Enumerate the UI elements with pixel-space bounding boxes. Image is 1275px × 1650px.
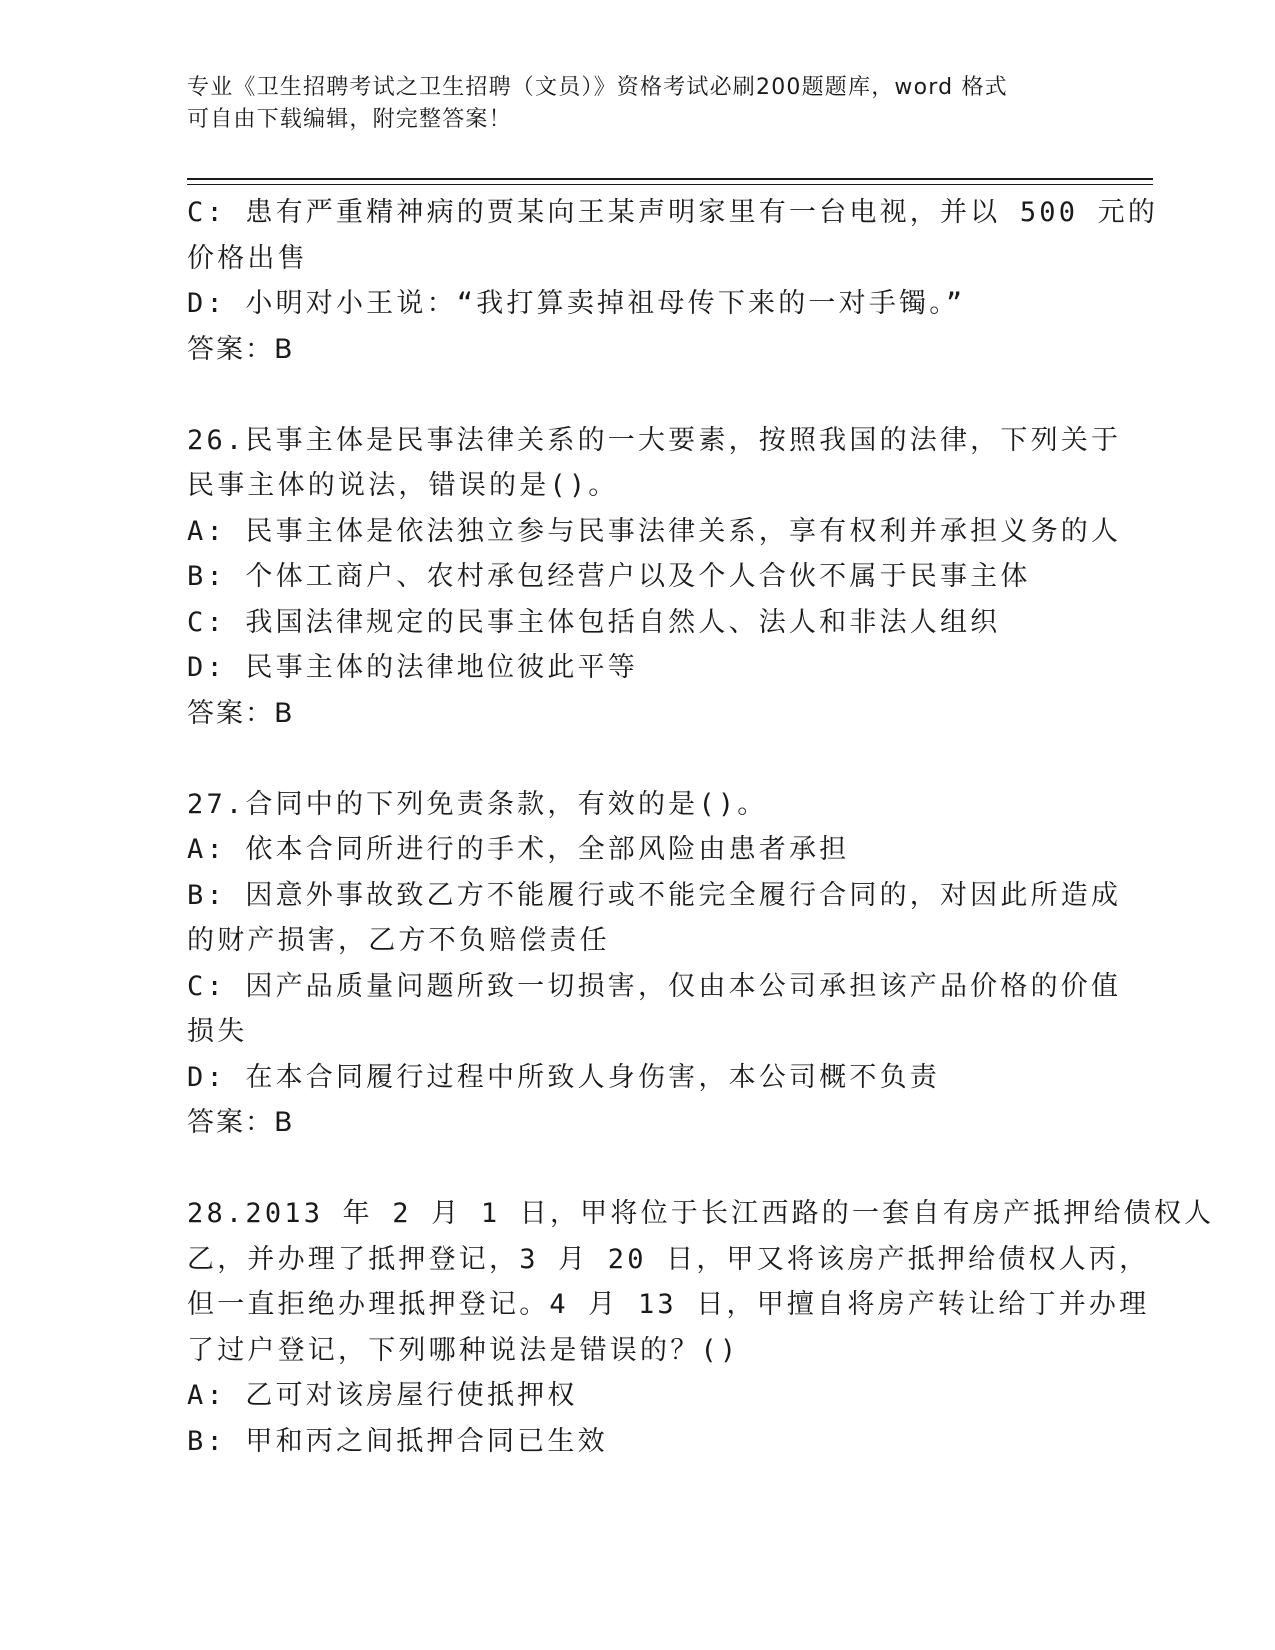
question-26: [187, 418, 1122, 737]
answer: 答案：B: [187, 333, 295, 365]
question-stem-line-2: 民事主体的说法，错误的是()。: [187, 470, 619, 501]
question-27: [187, 782, 1122, 1146]
option-b: B: 甲和丙之间抵押合同已生效: [187, 1425, 608, 1457]
option-a: A: 乙可对该房屋行使抵押权: [187, 1380, 578, 1411]
option-b-line-1: B: 因意外事故致乙方不能履行或不能完全履行合同的，对因此所造成: [187, 879, 1122, 911]
spacer: [187, 372, 1087, 418]
option-a: A: 民事主体是依法独立参与民事法律关系，享有权利并承担义务的人: [187, 515, 1122, 547]
question-25-tail: [187, 190, 1159, 372]
question-stem-line-1: 28.2013 年 2 月 1 日，甲将位于长江西路的一套自有房产抵押给债权人: [187, 1198, 1215, 1229]
option-c-line-2: 价格出售: [187, 242, 308, 274]
spacer: [187, 1146, 1087, 1192]
header-line-2: 可自由下载编辑，附完整答案！: [187, 107, 512, 132]
header-rule-thin: [187, 184, 1153, 185]
option-d: D: 民事主体的法律地位彼此平等: [187, 652, 638, 683]
question-stem-line-2: 乙，并办理了抵押登记，3 月 20 日，甲又将该房产抵押给债权人丙，: [187, 1243, 1150, 1275]
option-b-line-2: 的财产损害，乙方不负赔偿责任: [187, 925, 610, 956]
header-rule-thick: [187, 178, 1153, 180]
spacer: [187, 736, 1087, 782]
question-stem-line-3: 但一直拒绝办理抵押登记。4 月 13 日，甲擅自将房产转让给丁并办理: [187, 1289, 1150, 1320]
option-d: D: 在本合同履行过程中所致人身伤害，本公司概不负责: [187, 1061, 940, 1093]
answer: 答案：B: [187, 1107, 295, 1138]
option-b: B: 个体工商户、农村承包经营户以及个人合伙不属于民事主体: [187, 561, 1031, 592]
document-body: [187, 190, 1215, 1464]
option-d: D: 小明对小王说：“我打算卖掉祖母传下来的一对手镯。”: [187, 288, 966, 319]
question-stem-line-1: 26.民事主体是民事法律关系的一大要素，按照我国的法律，下列关于: [187, 424, 1122, 456]
answer: 答案：B: [187, 697, 295, 729]
question-28: [187, 1191, 1215, 1464]
option-c-line-1: C: 患有严重精神病的贾某向王某声明家里有一台电视，并以 500 元的: [187, 197, 1159, 228]
option-c-line-2: 损失: [187, 1016, 248, 1047]
option-a: A: 依本合同所进行的手术，全部风险由患者承担: [187, 834, 850, 865]
option-c-line-1: C: 因产品质量问题所致一切损害，仅由本公司承担该产品价格的价值: [187, 970, 1122, 1002]
question-stem-line-4: 了过户登记，下列哪种说法是错误的？(): [187, 1334, 740, 1366]
header-line-1: 专业《卫生招聘考试之卫生招聘（文员）》资格考试必刷200题题库，word 格式: [187, 75, 1008, 100]
document-header: [187, 72, 1057, 136]
question-stem: 27.合同中的下列免责条款，有效的是()。: [187, 788, 768, 820]
option-c: C: 我国法律规定的民事主体包括自然人、法人和非法人组织: [187, 606, 1001, 638]
